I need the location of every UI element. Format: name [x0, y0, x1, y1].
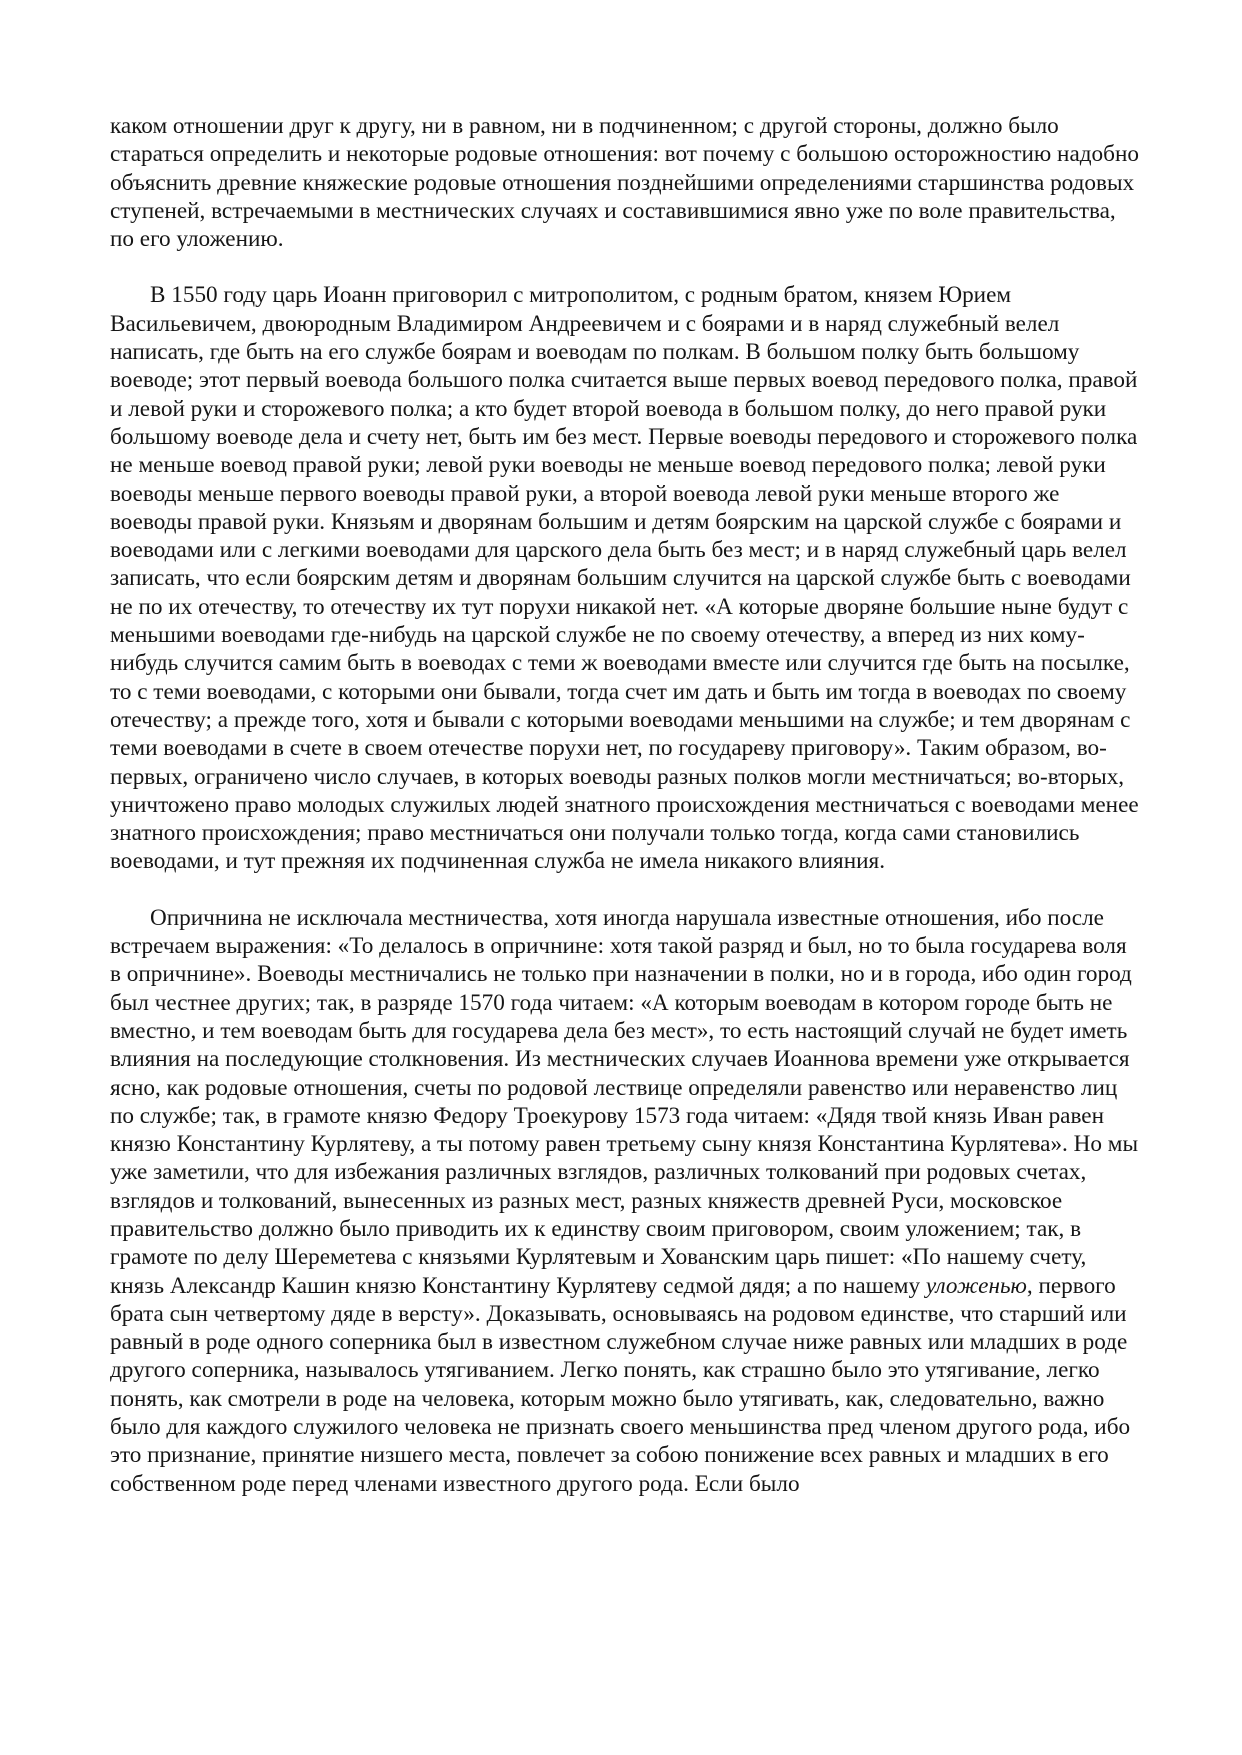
italic-term: уложенью — [925, 1272, 1027, 1299]
paragraph-decree-1550: В 1550 году царь Иоанн приговорил с митрополитом, с родным братом, князем Юрием Васильевичем, двоюродным Владимиром Андреевичем и с боярами и в наряд служебный велел написать, где быть на его службе боярам и воеводам по полкам. В большом полку быть большому воеводе; этот первый воевода большого полка считается выше первых воевод передового полка, правой и левой руки и сторожевого полка; а кто будет второй воевода в большом полку, до него правой руки большому воеводе дела и счету нет, быть им без мест. Первые воеводы передового и сторожевого полка не меньше воевод правой руки; левой руки воеводы не меньше воевод передового полка; левой руки воеводы меньше первого воеводы правой руки, а второй воевода левой руки меньше второго же воеводы правой руки. Князьям и дворянам большим и детям боярским на царской службе с боярами и воеводами или с легкими воеводами для царского дела быть без мест; и в наряд служебный царь велел записать, что если боярским детям и дворянам большим случится на царской службе быть с воеводами не по их отечеству, то отечеству их тут порухи никакой нет. «А которые дворяне большие ныне будут с меньшими воеводами где-нибудь на царской службе не по своему отечеству, а вперед из них кому-нибудь случится самим быть в воеводах с теми ж воеводами вместе или случится где быть на посылке, то с теми воеводами, с которыми они бывали, тогда счет им дать и быть им тогда в воеводах по своему отечеству; а прежде того, хотя и бывали с которыми воеводами меньшими на службе; и тем дворянам с теми воеводами в счете в своем отечестве порухи нет, по государеву приговору». Таким образом, во-первых, ограничено число случаев, в которых воеводы разных полков могли местничаться; во-вторых, уничтожено право молодых служилых людей знатного происхождения местничаться с воеводами менее знатного происхождения; право местничаться они получали только тогда, когда сами становились воеводами, и тут прежняя их подчиненная служба не имела никакого влияния. — [110, 282, 1139, 875]
paragraph-continuation: каком отношении друг к другу, ни в равном, ни в подчиненном; с другой стороны, должно было стараться определить и некоторые родовые отношения: вот почему с большою осторожностию надобно объяснить древние княжеские родовые отношения позднейшими определениями старшинства родовых ступеней, встречаемыми в местнических случаях и составившимися явно уже по воле правительства, по его уложению. — [110, 113, 1139, 253]
paragraph-oprichnina — [110, 904, 1140, 1498]
paragraph-text-part-2: , первого брата сын четвертому дяде в версту». Доказывать, основываясь на родовом единстве, что старший или равный в роде одного соперника был в известном служебном случае ниже равных или младших в роде другого соперника, называлось утягиванием. Легко понять, как страшно было это утягивание, легко понять, как смотрели в роде на человека, которым можно было утягивать, как, следовательно, важно было для каждого служилого человека не признать своего меньшинства пред членом другого рода, ибо это признание, принятие низшего места, повлечет за собою понижение всех равных и младших в его собственном роде перед членами известного другого рода. Если было — [110, 1272, 1131, 1497]
paragraph-text-part-1: Опричнина не исключала местничества, хотя иногда нарушала известные отношения, ибо после встречаем выражения: «То делалось в опричнине: хотя такой разряд и был, но то была государева воля в опричнине». Воеводы местничались не только при назначении в полки, но и в города, ибо один город был честнее других; так, в разряде 1570 года читаем: «А которым воеводам в котором городе быть не вместно, и тем воеводам быть для государева дела без мест», то есть настоящий случай не будет иметь влияния на последующие столкновения. Из местнических случаев Иоаннова времени уже открывается ясно, как родовые отношения, счеты по родовой лествице определяли равенство или неравенство лиц по службе; так, в грамоте князю Федору Троекурову 1573 года читаем: «Дядя твой князь Иван равен князю Константину Курлятеву, а ты потому равен третьему сыну князя Константина Курлятева». Но мы уже заметили, что для избежания различных взглядов, различных толкований при родовых счетах, взглядов и толкований, вынесенных из разных мест, разных княжеств древней Руси, московское правительство должно было приводить их к единству своим приговором, своим уложением; так, в грамоте по делу Шереметева с князьями Курлятевым и Хованским царь пишет: «По нашему счету, князь Александр Кашин князю Константину Курлятеву седмой дядя; а по нашему — [110, 904, 1139, 1299]
document-page — [110, 112, 1140, 1498]
